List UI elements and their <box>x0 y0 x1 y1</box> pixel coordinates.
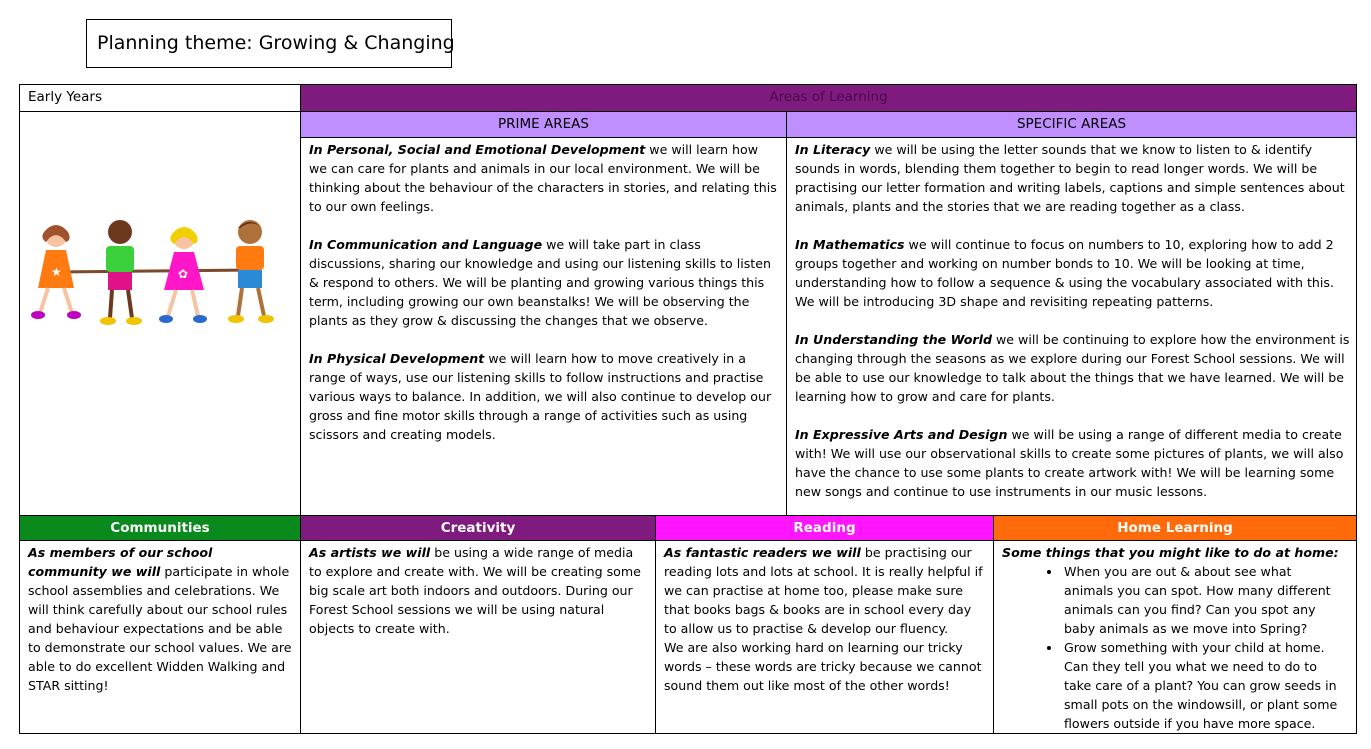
prime-item-physical: In Physical Development we will learn how to move creatively in a range of ways, use our listening skills to follow instructions and practise various ways to balance. In addition, we will also continue to develop our gross and fine motor skills through a range of activities such as using scissors and creating models. <box>309 351 772 442</box>
communities-header: Communities <box>19 515 301 541</box>
svg-text:★: ★ <box>51 265 62 279</box>
communities-content: As members of our school community we will participate in whole school assemblies and celebrations. We will think carefully about our school rules and behaviour expectations and be able to demonstrate our school values. We are able to do excellent Widden Walking and STAR sitting! <box>19 540 301 734</box>
svg-text:✿: ✿ <box>178 267 189 281</box>
home-learning-list <box>1002 562 1350 733</box>
child-figure <box>159 227 207 323</box>
specific-areas-header: SPECIFIC AREAS <box>786 111 1357 138</box>
creativity-content: As artists we will be using a wide range of media to explore and create with. We will be creating some big scale art both indoors and outdoors. During our Forest School sessions we will be using natural objects to create with. <box>300 540 656 734</box>
list-item: • When you are out & about see what animals you can spot. How many different animals can you find? Can you spot any baby animals as we move into Spring? <box>1062 562 1350 638</box>
home-learning-header: Home Learning <box>993 515 1357 541</box>
reading-content: As fantastic readers we will be practising our reading lots and lots at school. It is really helpful if we can practise at home too, please make sure that books bags & books are in school every day to allow us to practise & develop our fluency. We are also working hard on learning our tricky words – these words are tricky because we cannot sound them out like most of the other words! <box>655 540 994 734</box>
page-title: Planning theme: Growing & Changing <box>86 19 452 68</box>
specific-item-expressive-arts: In Expressive Arts and Design we will be using a range of different media to create with! We will use our observational skills to create some pictures of plants, we will also have the chance to use some plants to create artwork with! We will be learning some new songs and continue to use instruments in our music lessons. <box>795 427 1344 499</box>
children-holding-hands-illustration <box>28 218 288 338</box>
specific-item-mathematics: In Mathematics we will continue to focus on numbers to 10, exploring how to add 2 groups together and working on number bonds to 10. We will be looking at time, understanding how to follow a sequence & using the vocabulary associated with this. We will be introducing 3D shape and revisiting repeating patterns. <box>795 237 1334 309</box>
specific-areas-content <box>786 137 1357 516</box>
areas-of-learning-header: Areas of Learning <box>300 84 1357 112</box>
prime-areas-content <box>300 137 787 516</box>
home-learning-content: Some things that you might like to do at home: • When you are out & about see what animals you can spot. How many different animals can you find? Can you spot any baby animals as we move into Spring? • Grow something with your child at home. Can they tell you what we need to do to take care of a plant? You can grow seeds in small pots on the windowsill, or plant some flowers outside if you have more space. <box>993 540 1357 734</box>
reading-header: Reading <box>655 515 994 541</box>
illustration-cell <box>19 111 301 516</box>
list-item: • Grow something with your child at home. Can they tell you what we need to do to take care of a plant? You can grow seeds in small pots on the windowsill, or plant some flowers outside if you have more space. <box>1062 638 1350 733</box>
prime-areas-header: PRIME AREAS <box>300 111 787 138</box>
early-years-label: Early Years <box>19 84 301 112</box>
prime-item-communication: In Communication and Language we will take part in class discussions, sharing our knowledge and using our listening skills to listen & respond to others. We will be planting and growing various things this term, including growing our own beanstalks! We will be observing the plants as they grow & discussing the changes that we observe. <box>309 237 771 328</box>
creativity-header: Creativity <box>300 515 656 541</box>
prime-item-psed: In Personal, Social and Emotional Development we will learn how we can care for plants and animals in our local environment. We will be thinking about the behaviour of the characters in stories, and relating this to our own feelings. <box>309 142 777 214</box>
specific-item-literacy: In Literacy we will be using the letter sounds that we know to listen to & identify sounds in words, blending them together to begin to read longer words. We will be practising our letter formation and writing labels, captions and simple sentences about animals, plants and the stories that we are reading together as a class. <box>795 142 1345 214</box>
specific-item-understanding-world: In Understanding the World we will be continuing to explore how the environment is changing through the seasons as we explore during our Forest School sessions. We will be able to use our knowledge to talk about the things that we have learned. We will be learning how to grow and care for plants. <box>795 332 1350 404</box>
